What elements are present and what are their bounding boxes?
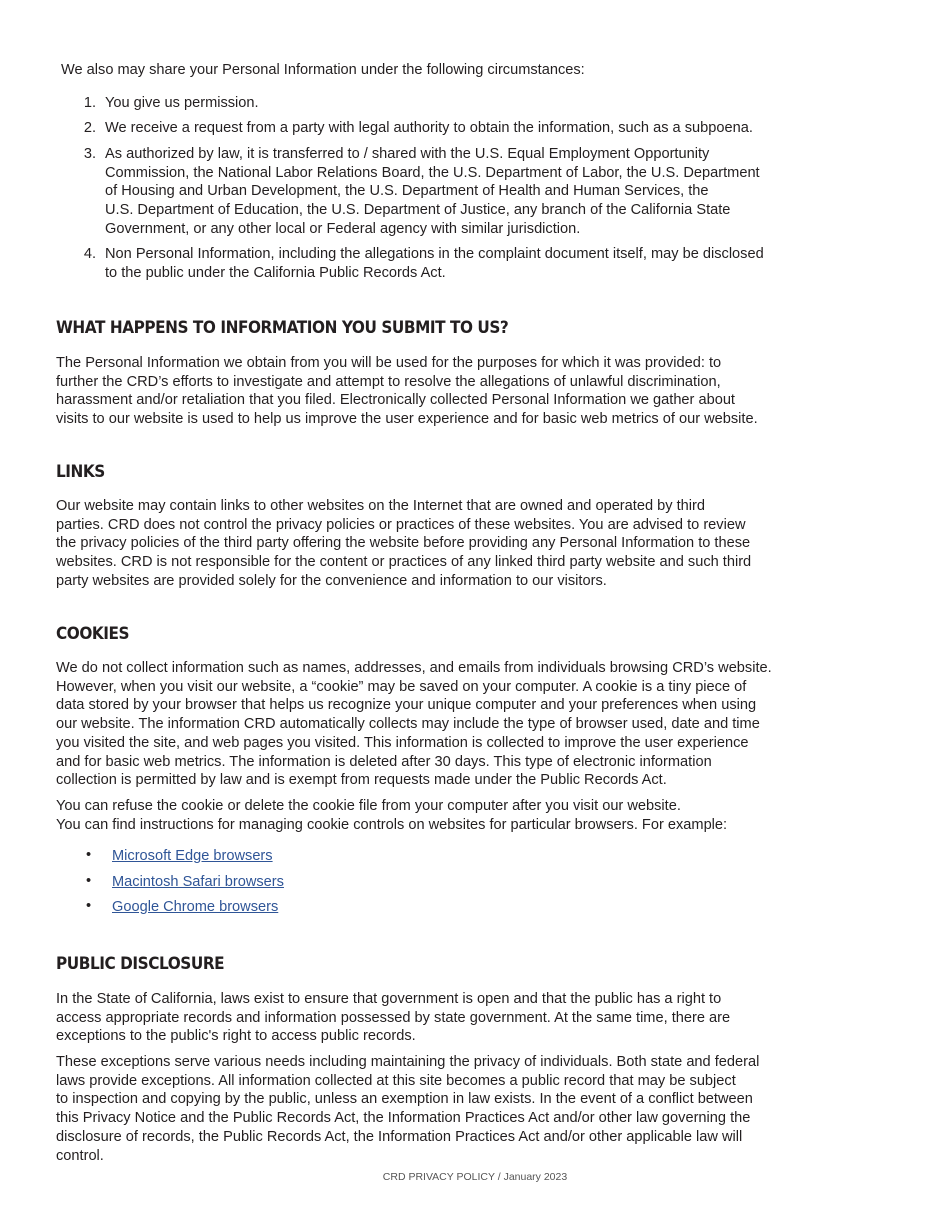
page-footer: CRD PRIVACY POLICY / January 2023: [382, 1171, 568, 1183]
text-line: In the State of California, laws exist to ensure that government is open and that the public has a right to: [56, 991, 722, 1007]
text-line: parties. CRD does not control the privacy policies or practices of these websites. You are advised to review: [56, 516, 746, 533]
text-line: to inspection and copying by the public, unless an exemption in law exists. In the event of a conflict between: [56, 1091, 753, 1108]
section-heading-cookies: COOKIES: [56, 624, 130, 644]
text-line: We do not collect information such as names, addresses, and emails from individuals browsing CRD’s website.: [56, 660, 772, 676]
text-line: party websites are provided solely for the convenience and information to our visitors.: [56, 572, 607, 589]
text-line: Non Personal Information, including the allegations in the complaint document itself, may be disclosed: [105, 246, 764, 262]
list-text: [105, 119, 753, 138]
text-line: control.: [56, 1147, 104, 1164]
list-number: 4.: [83, 246, 96, 262]
text-line: websites. CRD is not responsible for the content or practices of any linked third party website and such third: [56, 554, 752, 571]
text-line: disclosure of records, the Public Records Act, the Information Practices Act and/or other applicable law will: [56, 1128, 743, 1145]
text-line: You can find instructions for managing cookie controls on websites for particular browsers. For example:: [56, 816, 728, 833]
text-line: We receive a request from a party with legal authority to obtain the information, such as a subpoena.: [105, 120, 753, 136]
text-line: exceptions to the public's right to access public records.: [56, 1028, 416, 1045]
text-line: and for basic web metrics. The information is deleted after 30 days. This type of electronic information: [56, 753, 712, 770]
text-line: visits to our website is used to help us improve the user experience and for basic web metrics of our website.: [56, 411, 758, 428]
list-text: [105, 145, 760, 239]
list-text: [105, 245, 764, 282]
text-line: this Privacy Notice and the Public Records Act, the Information Practices Act and/or other law governing the: [56, 1110, 751, 1127]
microsoft-edge-link[interactable]: Microsoft Edge browsers: [112, 848, 273, 864]
text-line: laws provide exceptions. All information collected at this site becomes a public record that may be subject: [56, 1072, 736, 1089]
bullet-icon: •: [86, 847, 92, 863]
list-number: 2.: [83, 120, 96, 136]
bullet-icon: •: [86, 898, 92, 914]
links-paragraph: [56, 497, 751, 591]
text-line: As authorized by law, it is transferred to / shared with the U.S. Equal Employment Opportunity: [105, 146, 710, 162]
text-line: Government, or any other local or Federal agency with similar jurisdiction.: [105, 220, 581, 237]
text-line: You give us permission.: [105, 95, 259, 111]
list-number: 3.: [83, 146, 96, 162]
text-line: of Housing and Urban Development, the U.S. Department of Health and Human Services, the: [105, 183, 709, 200]
text-line: to the public under the California Public Records Act.: [105, 264, 446, 281]
what-happens-paragraph: [56, 354, 758, 429]
text-line: We also may share your Personal Information under the following circumstances:: [61, 62, 585, 78]
text-line: data stored by your browser that helps us recognize your unique computer and your preferences when using: [56, 697, 757, 714]
google-chrome-link[interactable]: Google Chrome browsers: [112, 899, 279, 915]
section-heading-what-happens: WHAT HAPPENS TO INFORMATION YOU SUBMIT TO US?: [56, 318, 509, 338]
text-line: U.S. Department of Education, the U.S. Department of Justice, any branch of the California State: [105, 202, 731, 219]
text-line: you visited the site, and web pages you visited. This information is collected to improve the user experience: [56, 734, 749, 751]
cookies-paragraph-1: [56, 659, 772, 790]
section-heading-links: LINKS: [56, 462, 105, 482]
text-line: further the CRD’s efforts to investigate and attempt to resolve the allegations of unlawful discrimination,: [56, 373, 721, 390]
bullet-icon: •: [86, 873, 92, 889]
section-heading-public-disclosure: PUBLIC DISCLOSURE: [56, 954, 225, 974]
text-line: You can refuse the cookie or delete the cookie file from your computer after you visit our website.: [56, 798, 681, 814]
list-text: [105, 94, 259, 113]
text-line: collection is permitted by law and is exempt from requests made under the Public Records Act.: [56, 772, 667, 789]
text-line: However, when you visit our website, a “cookie” may be saved on your computer. A cookie is a tiny piece of: [56, 678, 747, 695]
cookies-paragraph-2: [56, 797, 727, 834]
text-line: our website. The information CRD automatically collects may include the type of browser used, date and time: [56, 716, 760, 733]
list-number: 1.: [83, 95, 96, 111]
text-line: the privacy policies of the third party offering the website before providing any Personal Information to these: [56, 535, 751, 552]
text-line: These exceptions serve various needs including maintaining the privacy of individuals. Both state and federal: [56, 1054, 760, 1070]
text-line: Commission, the National Labor Relations Board, the U.S. Department of Labor, the U.S. Department: [105, 164, 760, 181]
text-line: The Personal Information we obtain from you will be used for the purposes for which it was provided: to: [56, 355, 722, 371]
text-line: Our website may contain links to other websites on the Internet that are owned and operated by third: [56, 498, 705, 514]
text-line: access appropriate records and information possessed by state government. At the same time, there are: [56, 1009, 731, 1026]
public-disclosure-paragraph-2: [56, 1053, 759, 1165]
text-line: harassment and/or retaliation that you filed. Electronically collected Personal Information we gather about: [56, 392, 735, 409]
intro-paragraph: [61, 61, 585, 80]
macintosh-safari-link[interactable]: Macintosh Safari browsers: [112, 874, 284, 890]
public-disclosure-paragraph-1: [56, 990, 730, 1046]
